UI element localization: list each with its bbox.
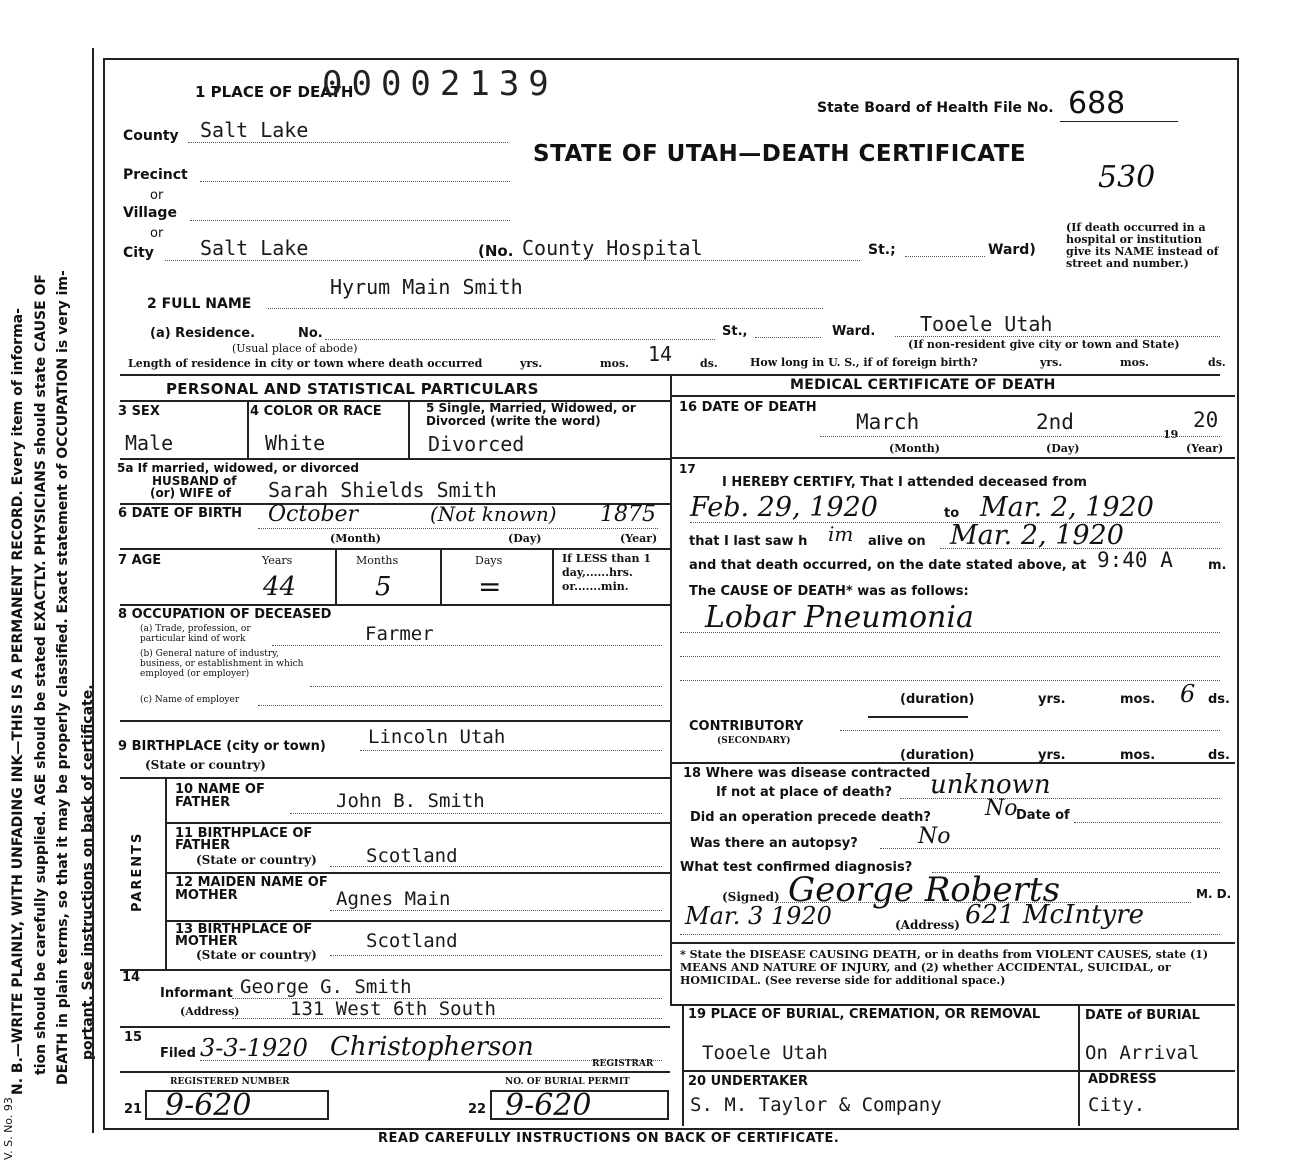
md-label: M. D. bbox=[1196, 887, 1232, 901]
dod-month-caption: (Month) bbox=[889, 442, 940, 455]
death-time: 9:40 A bbox=[1097, 548, 1173, 572]
race-value: White bbox=[265, 431, 326, 455]
physician-address-label: (Address) bbox=[895, 918, 960, 932]
birthplace-value: Lincoln Utah bbox=[368, 726, 506, 748]
duration-mos-1: mos. bbox=[1120, 692, 1156, 707]
autopsy-label: Was there an autopsy? bbox=[690, 836, 858, 851]
cause-label: The CAUSE OF DEATH* was as follows: bbox=[689, 584, 969, 599]
undertaker-address-value: City. bbox=[1088, 1094, 1146, 1116]
marital-label: 5 Single, Married, Widowed, or Divorced (write the word) bbox=[426, 401, 636, 428]
last-saw-text: that I last saw h bbox=[689, 534, 808, 549]
age-days-value: = bbox=[478, 570, 502, 603]
date-of-death-label: 16 DATE OF DEATH bbox=[679, 400, 817, 415]
dob-year-caption: (Year) bbox=[620, 532, 658, 545]
father-birthplace-label: 11 BIRTHPLACE OF FATHER bbox=[175, 826, 313, 853]
cause-value: Lobar Pneumonia bbox=[705, 600, 974, 635]
stamp-number: 00002139 bbox=[322, 64, 558, 104]
item-18-label: 18 Where was disease contracted bbox=[683, 766, 931, 781]
undertaker-address-label: ADDRESS bbox=[1088, 1072, 1157, 1087]
street-value: County Hospital bbox=[522, 236, 703, 260]
city-label: City bbox=[123, 245, 154, 261]
duration-yrs-2: yrs. bbox=[1038, 748, 1066, 763]
length-yrs: yrs. bbox=[520, 357, 543, 370]
operation-value: No bbox=[985, 796, 1018, 821]
residence-ward-label: Ward. bbox=[832, 324, 876, 339]
burial-permit-label: NO. OF BURIAL PERMIT bbox=[505, 1077, 630, 1087]
father-birthplace-value: Scotland bbox=[366, 845, 458, 867]
cause-footnote: * State the DISEASE CAUSING DEATH, or in deaths from VIOLENT CAUSES, state (1) MEANS AND NATURE OF INJURY, and (2) whether ACCIDENTAL, SUICIDAL, or HOMICIDAL. (See reverse side for additional space.) bbox=[680, 948, 1209, 987]
filed-date: 3-3-1920 bbox=[200, 1034, 308, 1062]
us-yrs: yrs. bbox=[1040, 356, 1063, 369]
occupation-b-label: (b) General nature of industry, business, or establishment in which employed (or employer) bbox=[140, 649, 304, 679]
registrar-signature: Christopherson bbox=[330, 1032, 534, 1062]
signed-date: Mar. 3 1920 bbox=[685, 902, 832, 930]
occupation-c-label: (c) Name of employer bbox=[140, 695, 240, 705]
dob-year: 1875 bbox=[600, 502, 656, 527]
not-at-place-label: If not at place of death? bbox=[716, 785, 893, 800]
duration-yrs-1: yrs. bbox=[1038, 692, 1066, 707]
certificate-title: STATE OF UTAH—DEATH CERTIFICATE bbox=[533, 141, 1027, 167]
file-no-label: State Board of Health File No. bbox=[817, 100, 1054, 116]
medical-section-title: MEDICAL CERTIFICATE OF DEATH bbox=[790, 377, 1056, 393]
file-no: 688 bbox=[1068, 86, 1126, 121]
dod-year: 20 bbox=[1193, 408, 1219, 432]
mother-birthplace-value: Scotland bbox=[366, 930, 458, 952]
operation-label: Did an operation precede death? bbox=[690, 810, 931, 825]
secondary-label: (SECONDARY) bbox=[717, 736, 791, 746]
physician-address: 621 McIntyre bbox=[965, 900, 1145, 930]
age-years-value: 44 bbox=[263, 572, 297, 602]
duration-label-2: (duration) bbox=[900, 748, 975, 763]
dob-label: 6 DATE OF BIRTH bbox=[118, 506, 243, 521]
contributory-label: CONTRIBUTORY bbox=[689, 719, 804, 734]
us-ds: ds. bbox=[1208, 356, 1226, 369]
autopsy-value: No bbox=[918, 824, 951, 849]
duration-days-value: 6 bbox=[1180, 680, 1196, 708]
duration-ds-2: ds. bbox=[1208, 748, 1230, 763]
side-line-2: tion should be carefully supplied. AGE should be stated EXACTLY. PHYSICIANS should state CAUSE OF bbox=[33, 274, 49, 1075]
handwritten-number: 530 bbox=[1098, 160, 1156, 195]
burial-place-label: 19 PLACE OF BURIAL, CREMATION, OR REMOVAL bbox=[688, 1007, 1041, 1022]
last-saw-him: im bbox=[828, 522, 854, 546]
undertaker-value: S. M. Taylor & Company bbox=[690, 1094, 942, 1116]
attended-from: Feb. 29, 1920 bbox=[690, 492, 878, 523]
alive-on-label: alive on bbox=[868, 534, 926, 549]
village-label: Village bbox=[123, 205, 177, 221]
marital-value: Divorced bbox=[428, 432, 525, 456]
less-than-day: If LESS than 1 day,......hrs. or.......min. bbox=[562, 552, 651, 593]
place-of-death-label: 1 PLACE OF DEATH bbox=[195, 83, 354, 101]
dob-day-caption: (Day) bbox=[508, 532, 542, 545]
nonresident-note: (If non-resident give city or town and State) bbox=[908, 338, 1180, 351]
days-label: Days bbox=[475, 554, 503, 567]
registered-number-value: 9-620 bbox=[165, 1088, 252, 1123]
occupation-a-label: (a) Trade, profession, or particular kind of work bbox=[140, 624, 251, 644]
death-time-text: and that death occurred, on the date stated above, at bbox=[689, 558, 1087, 573]
side-line-4: portant. See instructions on back of certificate. bbox=[80, 684, 96, 1060]
length-mos: mos. bbox=[600, 357, 629, 370]
father-name-label: 10 NAME OF FATHER bbox=[175, 782, 265, 810]
city-value: Salt Lake bbox=[200, 236, 309, 260]
street-no-label: (No. bbox=[478, 242, 514, 260]
dob-month-caption: (Month) bbox=[330, 532, 381, 545]
spouse-label-2: HUSBAND of bbox=[152, 474, 237, 488]
hospital-note: (If death occurred in a hospital or institution give its NAME instead of street and number.) bbox=[1066, 221, 1219, 270]
dob-day: (Not known) bbox=[430, 502, 557, 526]
birthplace-sub: (State or country) bbox=[145, 758, 266, 772]
mother-birthplace-sub: (State or country) bbox=[196, 948, 317, 962]
dob-month: October bbox=[268, 502, 359, 527]
or-label-2: or bbox=[150, 226, 164, 241]
signed-label: (Signed) bbox=[722, 890, 780, 904]
st-label: St.; bbox=[868, 242, 896, 258]
burial-permit-value: 9-620 bbox=[505, 1088, 592, 1123]
or-label-1: or bbox=[150, 188, 164, 203]
dod-day: 2nd bbox=[1036, 410, 1074, 434]
item-22: 22 bbox=[468, 1102, 487, 1117]
side-line-3: DEATH in plain terms, so that it may be properly classified. Exact statement of OCCUPATION is very im- bbox=[55, 270, 71, 1085]
spouse-label-1: 5a If married, widowed, or divorced bbox=[117, 461, 359, 475]
father-birthplace-sub: (State or country) bbox=[196, 853, 317, 867]
item-14: 14 bbox=[122, 970, 141, 985]
county-value: Salt Lake bbox=[200, 118, 309, 142]
length-residence-label: Length of residence in city or town where death occurred bbox=[128, 357, 483, 370]
dod-year-caption: (Year) bbox=[1186, 442, 1224, 455]
residence-st-label: St., bbox=[722, 324, 748, 339]
informant-address-label: (Address) bbox=[180, 1005, 240, 1018]
residence-value: Tooele Utah bbox=[920, 312, 1053, 336]
physician-signature: George Roberts bbox=[788, 870, 1061, 910]
spouse-label-3: (or) WIFE of bbox=[150, 486, 232, 500]
county-label: County bbox=[123, 128, 179, 144]
m-label: m. bbox=[1208, 558, 1227, 573]
contracted-value: unknown bbox=[930, 770, 1051, 800]
us-mos: mos. bbox=[1120, 356, 1149, 369]
item-21: 21 bbox=[124, 1102, 143, 1117]
residence-label: (a) Residence. bbox=[150, 326, 256, 341]
months-label: Months bbox=[356, 554, 399, 567]
item-15: 15 bbox=[124, 1030, 143, 1045]
parents-label: PARENTS bbox=[130, 831, 145, 912]
race-label: 4 COLOR OR RACE bbox=[250, 404, 382, 419]
usual-abode-note: (Usual place of abode) bbox=[232, 342, 358, 355]
occupation-label: 8 OCCUPATION OF DECEASED bbox=[118, 607, 332, 622]
dod-year-prefix: 19 bbox=[1163, 428, 1179, 441]
informant-label: Informant bbox=[160, 986, 233, 1001]
to-label: to bbox=[944, 506, 960, 521]
age-months-value: 5 bbox=[375, 572, 392, 602]
dod-day-caption: (Day) bbox=[1046, 442, 1080, 455]
father-name-value: John B. Smith bbox=[336, 790, 485, 812]
outer-rule bbox=[92, 48, 94, 1133]
length-days-value: 14 bbox=[648, 342, 673, 366]
vs-number: V. S. No. 93 bbox=[2, 1097, 15, 1160]
burial-date-label: DATE of BURIAL bbox=[1085, 1008, 1200, 1023]
birthplace-label: 9 BIRTHPLACE (city or town) bbox=[118, 739, 326, 754]
precinct-label: Precinct bbox=[123, 167, 188, 183]
filed-label: Filed bbox=[160, 1046, 196, 1061]
age-label: 7 AGE bbox=[118, 553, 162, 568]
duration-ds-1: ds. bbox=[1208, 692, 1230, 707]
sex-label: 3 SEX bbox=[118, 404, 160, 419]
spouse-value: Sarah Shields Smith bbox=[268, 478, 497, 502]
what-test-label: What test confirmed diagnosis? bbox=[680, 860, 913, 875]
mother-birthplace-label: 13 BIRTHPLACE OF MOTHER bbox=[175, 922, 313, 949]
undertaker-label: 20 UNDERTAKER bbox=[688, 1074, 809, 1089]
certify-text: I HEREBY CERTIFY, That I attended deceased from bbox=[722, 475, 1087, 490]
mother-name-value: Agnes Main bbox=[336, 888, 451, 910]
duration-mos-2: mos. bbox=[1120, 748, 1156, 763]
length-ds: ds. bbox=[700, 357, 718, 370]
item-17: 17 bbox=[679, 462, 696, 476]
ward-label: Ward) bbox=[988, 242, 1036, 258]
occupation-value: Farmer bbox=[365, 623, 434, 645]
dod-month: March bbox=[856, 410, 920, 434]
residence-no-label: No. bbox=[298, 326, 323, 341]
side-line-1: N. B.—WRITE PLAINLY, WITH UNFADING INK—THIS IS A PERMANENT RECORD. Every item of informa- bbox=[10, 308, 26, 1095]
full-name-label: 2 FULL NAME bbox=[147, 296, 252, 312]
footer-instructions: READ CAREFULLY INSTRUCTIONS ON BACK OF CERTIFICATE. bbox=[378, 1131, 840, 1146]
date-of-label: Date of bbox=[1016, 808, 1070, 823]
informant-address-value: 131 West 6th South bbox=[290, 998, 496, 1020]
mother-name-label: 12 MAIDEN NAME OF MOTHER bbox=[175, 875, 328, 903]
years-label: Years bbox=[262, 554, 293, 567]
burial-date-value: On Arrival bbox=[1085, 1042, 1200, 1064]
duration-label-1: (duration) bbox=[900, 692, 975, 707]
sex-value: Male bbox=[125, 431, 174, 455]
registrar-label: REGISTRAR bbox=[592, 1059, 654, 1069]
informant-value: George G. Smith bbox=[240, 976, 412, 998]
last-saw-date: Mar. 2, 1920 bbox=[950, 520, 1124, 551]
full-name-value: Hyrum Main Smith bbox=[330, 275, 523, 299]
attended-to: Mar. 2, 1920 bbox=[980, 492, 1154, 523]
us-residence-label: How long in U. S., if of foreign birth? bbox=[750, 356, 978, 369]
personal-section-title: PERSONAL AND STATISTICAL PARTICULARS bbox=[166, 380, 539, 398]
burial-place-value: Tooele Utah bbox=[702, 1042, 828, 1064]
registered-number-label: REGISTERED NUMBER bbox=[170, 1077, 290, 1087]
